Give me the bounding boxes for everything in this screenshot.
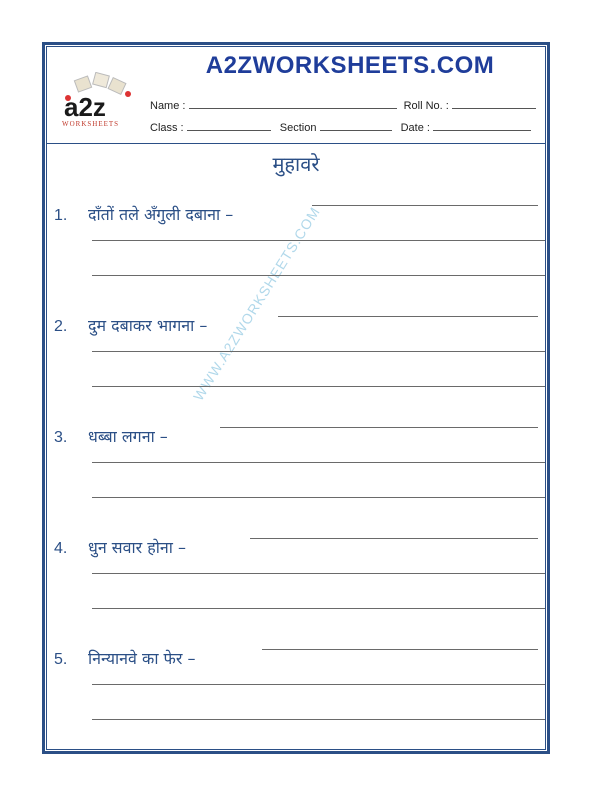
section-label: Section [279, 122, 317, 134]
question-number: 4. [54, 540, 68, 557]
question-number: 3. [54, 429, 68, 446]
question-text: दुम दबाकर भागना – [88, 316, 208, 335]
site-title: A2ZWORKSHEETS.COM [205, 52, 495, 79]
question-text: निन्यानवे का फेर – [88, 649, 196, 668]
svg-text:WORKSHEETS: WORKSHEETS [62, 120, 120, 128]
question-number: 1. [54, 207, 68, 224]
roll-label: Roll No. : [403, 100, 449, 112]
a2z-logo [58, 72, 138, 128]
question-text: धब्बा लगना – [88, 427, 168, 446]
answer-line[interactable] [92, 573, 545, 574]
question-2 [54, 314, 207, 336]
answer-line[interactable] [92, 608, 545, 609]
question-text: दाँतों तले अँगुली दबाना – [88, 205, 234, 224]
answer-line[interactable] [92, 497, 545, 498]
roll-field[interactable] [452, 99, 536, 109]
answer-line[interactable] [92, 719, 545, 720]
answer-line[interactable] [312, 205, 538, 206]
watermark: WWW.A2ZWORKSHEETS.COM [190, 203, 324, 404]
worksheet-title: मुहावरे [272, 152, 320, 176]
answer-line[interactable] [250, 538, 538, 539]
date-field[interactable] [433, 121, 531, 131]
question-3 [54, 425, 168, 447]
answer-line[interactable] [92, 386, 545, 387]
answer-line[interactable] [92, 684, 545, 685]
answer-line[interactable] [92, 275, 545, 276]
date-label: Date : [400, 122, 430, 134]
answer-line[interactable] [92, 240, 545, 241]
question-text: धुन सवार होना – [88, 538, 187, 557]
svg-text:a2z: a2z [64, 92, 106, 122]
class-field[interactable] [187, 121, 271, 131]
question-5 [54, 647, 196, 669]
question-number: 5. [54, 651, 68, 668]
header-divider [46, 143, 546, 144]
name-field[interactable] [189, 99, 397, 109]
name-label: Name : [150, 100, 186, 112]
name-roll-row [150, 99, 536, 112]
section-field[interactable] [320, 121, 392, 131]
question-1 [54, 203, 233, 225]
class-label: Class : [150, 122, 184, 134]
answer-line[interactable] [220, 427, 538, 428]
answer-line[interactable] [92, 462, 545, 463]
question-number: 2. [54, 318, 68, 335]
answer-line[interactable] [92, 351, 545, 352]
answer-line[interactable] [278, 316, 538, 317]
answer-line[interactable] [262, 649, 538, 650]
class-section-date-row [150, 121, 531, 134]
question-4 [54, 536, 186, 558]
